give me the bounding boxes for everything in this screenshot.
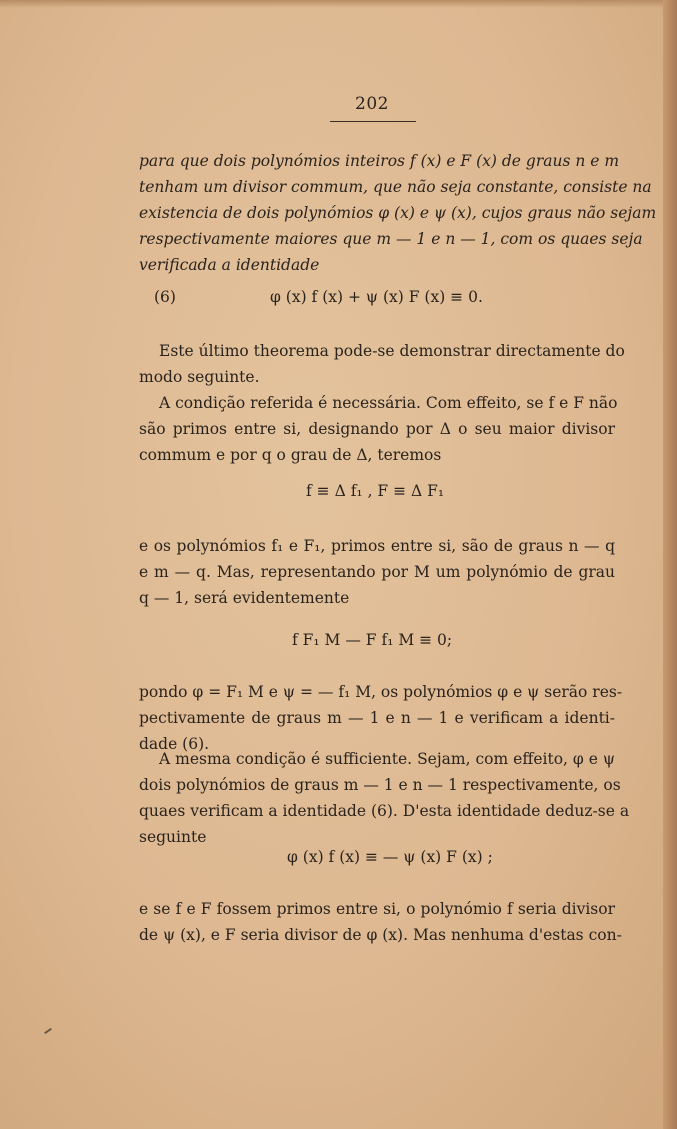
equation-factorization: f ≡ Δ f₁ , F ≡ Δ F₁ [306,482,445,500]
text-line: pondo φ = F₁ M e ψ = — f₁ M, os polynómios φ e ψ serão res- [139,683,623,701]
page-number-rule [330,121,416,122]
page-number: 202 [355,94,389,114]
paragraph-primos [139,533,615,611]
text-line: e m — q. Mas, representando por M um polynómio de grau [139,563,615,581]
equation-6: φ (x) f (x) + ψ (x) F (x) ≡ 0. [270,288,483,306]
paragraph-proof-intro [139,338,625,468]
text-line: modo seguinte. [139,368,260,386]
text-line: A mesma condição é sufficiente. Sejam, com effeito, φ e ψ [159,750,615,768]
equation-phi: φ (x) f (x) ≡ — ψ (x) F (x) ; [287,848,493,866]
equation-ff: f F₁ M — F f₁ M ≡ 0; [292,631,453,649]
paragraph-conclusion [139,896,622,948]
text-line: dois polynómios de graus m — 1 e n — 1 respectivamente, os [139,776,621,794]
text-line: dade (6). [139,735,210,753]
statement-line: respectivamente maiores que m — 1 e n — 1, com os quaes seja [139,230,643,248]
text-line: commum e por q o grau de Δ, teremos [139,446,442,464]
text-line: quaes verificam a identidade (6). D'esta identidade deduz-se a [139,802,630,820]
page-edge [663,0,677,1129]
theorem-statement [139,148,657,278]
equation-number: (6) [154,288,176,306]
text-line: de ψ (x), e F seria divisor de φ (x). Mas nenhuma d'estas con- [139,926,622,944]
statement-line: existencia de dois polynómios φ (x) e ψ (x), cujos graus não sejam [139,204,657,222]
text-line: e se f e F fossem primos entre si, o polynómio f seria divisor [139,900,615,918]
text-line: são primos entre si, designando por Δ o seu maior divisor [139,420,615,438]
text-line: Este último theorema pode-se demonstrar directamente do [159,342,625,360]
statement-line: verificada a identidade [139,256,320,274]
statement-line: tenham um divisor commum, que não seja constante, consiste na [139,178,652,196]
text-line: A condição referida é necessária. Com effeito, se f e F não [159,394,618,412]
text-line: seguinte [139,828,207,846]
paragraph-sufficient [139,746,630,850]
text-line: pectivamente de graus m — 1 e n — 1 e verificam a identi- [139,709,615,727]
text-line: e os polynómios f₁ e F₁, primos entre si, são de graus n — q [139,537,615,555]
text-line: q — 1, será evidentemente [139,589,350,607]
page-top-shadow [0,0,677,8]
pencil-mark [44,1028,52,1034]
statement-line: para que dois polynómios inteiros f (x) e F (x) de graus n e m [139,152,620,170]
